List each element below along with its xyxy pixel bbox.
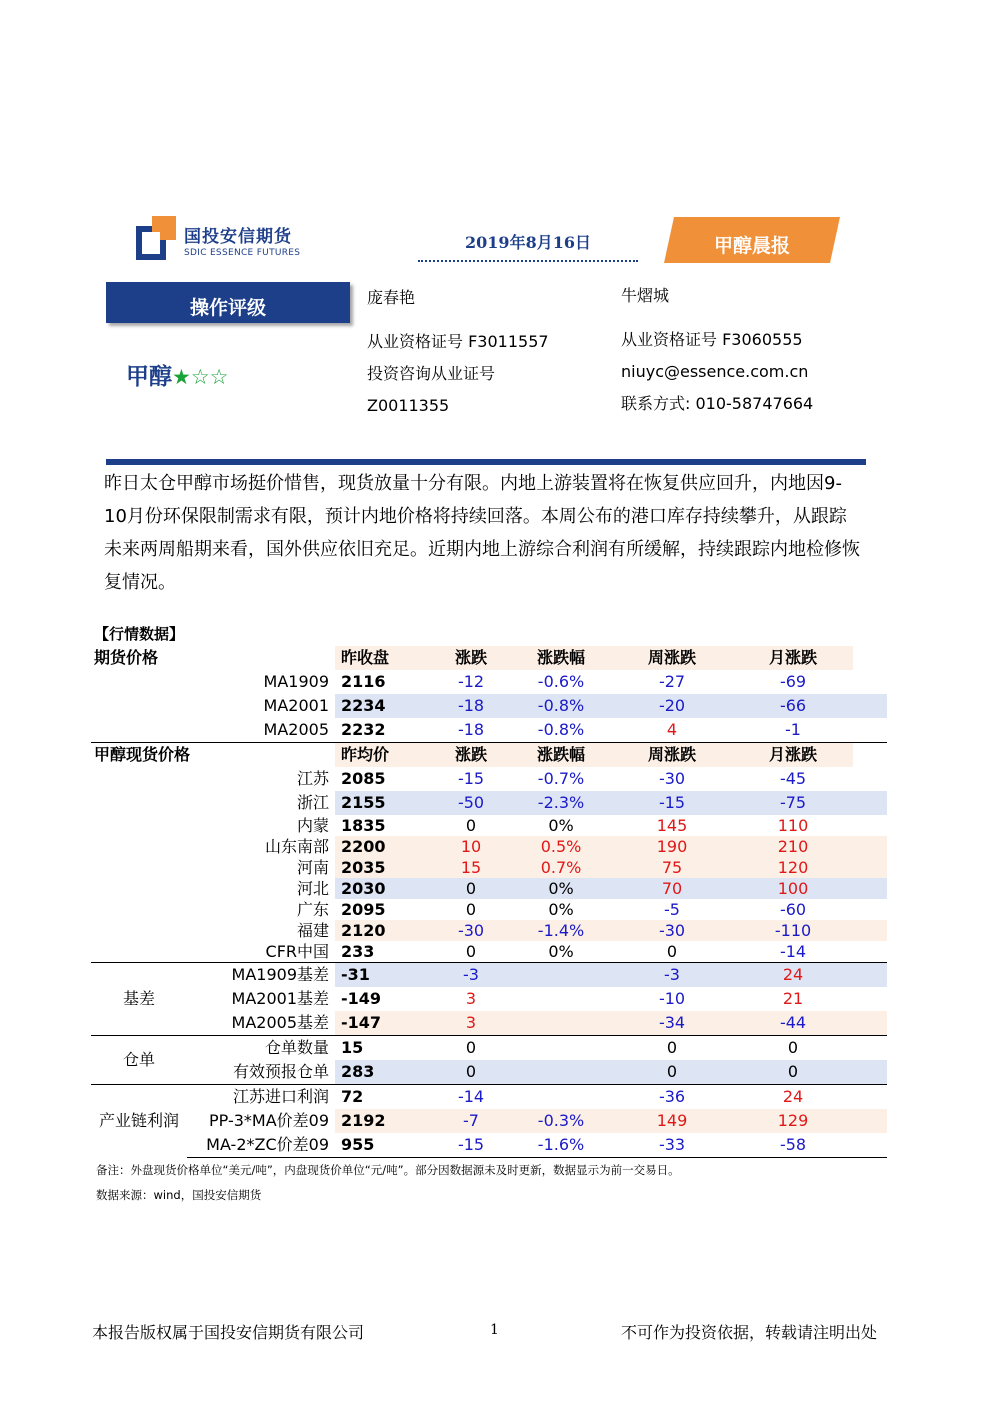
row-pad [853, 767, 887, 791]
value-month-change: 100 [733, 878, 853, 899]
row-indent [91, 694, 187, 718]
row-pad [853, 878, 887, 899]
value-close: 2192 [335, 1109, 431, 1133]
row-label: 有效预报仓单 [233, 1062, 330, 1081]
logo-mark-icon [136, 216, 176, 262]
row-label: 福建 [297, 921, 330, 940]
table-row [91, 836, 887, 857]
value-change-pct: 0% [511, 878, 611, 899]
table-row [91, 920, 887, 941]
table-row [91, 670, 887, 694]
value-change: 3 [465, 989, 477, 1008]
row-label: CFR中国 [265, 942, 330, 961]
value-change: 10 [431, 836, 511, 857]
value-month-change: -66 [733, 694, 853, 718]
row-pad [853, 815, 887, 836]
analyst-email[interactable]: niuyc@essence.com.cn [621, 362, 809, 381]
value-change-pct [511, 963, 611, 988]
row-label: MA2001 [263, 696, 330, 715]
value-week-change: -30 [611, 920, 733, 941]
row-pad [853, 920, 887, 941]
value-close: 2030 [335, 878, 431, 899]
value-change: 0 [465, 816, 477, 835]
table-row [91, 1060, 887, 1085]
row-pad [853, 857, 887, 878]
value-close: 283 [335, 1060, 431, 1085]
value-close: 2085 [341, 769, 386, 788]
value-change-pct: -0.8% [511, 694, 611, 718]
value-change-pct: -1.6% [511, 1133, 611, 1158]
market-summary: 昨日太仓甲醇市场挺价惜售，现货放量十分有限。内地上游装置将在恢复供应回升，内地因9-10月份环保限制需求有限，预计内地价格将持续回落。本周公布的港口库存持续攀升，从跟踪未来两周船期来看，国外供应依旧充足。近期内地上游综合利润有所缓解，持续跟踪内地检修恢复情况。 [104, 473, 860, 593]
row-pad [853, 1060, 887, 1085]
row-indent [91, 857, 187, 878]
value-week-change: 190 [611, 836, 733, 857]
value-change: -18 [431, 694, 511, 718]
value-month-change: -75 [733, 791, 853, 815]
value-close: 2200 [335, 836, 431, 857]
page-number: 1 [490, 1322, 499, 1338]
value-week-change: 145 [656, 816, 688, 835]
date-underline [418, 260, 638, 262]
value-month-change: 24 [733, 1085, 853, 1110]
table-row [91, 815, 887, 836]
analyst-name: 牛熠城 [621, 286, 670, 305]
row-pad [853, 963, 887, 988]
column-header: 涨跌幅 [511, 743, 611, 768]
table-row [91, 1133, 887, 1158]
value-change-pct [511, 987, 611, 1011]
row-label: 河南 [297, 858, 330, 877]
row-indent [91, 920, 187, 941]
row-pad [853, 1109, 887, 1133]
value-week-change: -15 [611, 791, 733, 815]
row-label: 河北 [297, 879, 330, 898]
value-week-change: -33 [611, 1133, 733, 1158]
column-header: 昨收盘 [335, 646, 431, 670]
value-change: 0 [465, 900, 477, 919]
footer-disclaimer: 不可作为投资依据，转载请注明出处 [621, 1323, 878, 1342]
row-indent [91, 791, 187, 815]
value-month-change: 129 [733, 1109, 853, 1133]
row-indent [91, 670, 187, 694]
value-close: 2035 [335, 857, 431, 878]
value-change-pct: -1.4% [511, 920, 611, 941]
value-change-pct: 0% [548, 942, 574, 961]
value-change-pct: 0.7% [511, 857, 611, 878]
column-header: 周涨跌 [611, 743, 733, 768]
row-pad [853, 1133, 887, 1158]
section-divider [106, 459, 866, 465]
row-pad [853, 899, 887, 920]
row-label: PP-3*MA价差09 [209, 1111, 330, 1130]
row-indent [91, 718, 187, 743]
row-pad [853, 836, 887, 857]
row-indent [91, 836, 187, 857]
row-label: 山东南部 [265, 837, 330, 856]
row-pad [853, 694, 887, 718]
row-label: MA1909 [263, 672, 330, 691]
table-row [91, 694, 887, 718]
row-label: MA1909基差 [187, 963, 335, 988]
value-week-change: -20 [611, 694, 733, 718]
analyst-license: 从业资格证号 F3011557 [367, 332, 549, 351]
value-change-pct: -0.3% [511, 1109, 611, 1133]
row-pad [853, 1036, 887, 1061]
value-close: 1835 [341, 816, 386, 835]
value-month-change: 21 [782, 989, 804, 1008]
row-label: 浙江 [297, 793, 330, 812]
value-close: 2120 [335, 920, 431, 941]
value-change: 0 [465, 942, 477, 961]
value-close: 2234 [335, 694, 431, 718]
value-change-pct: 0% [548, 816, 574, 835]
table-row [91, 1085, 887, 1110]
value-month-change: -14 [779, 942, 807, 961]
value-month-change: 210 [733, 836, 853, 857]
section-title: 期货价格 [91, 646, 335, 670]
value-close: -147 [335, 1011, 431, 1036]
value-close: 15 [335, 1036, 431, 1061]
analyst-2 [621, 280, 813, 420]
value-month-change: -58 [733, 1133, 853, 1158]
value-month-change: 0 [733, 1036, 853, 1061]
value-month-change: -1 [785, 720, 801, 739]
value-close: 72 [335, 1085, 431, 1110]
row-label: MA-2*ZC价差09 [187, 1133, 335, 1158]
value-month-change: -69 [779, 672, 807, 691]
table-row [91, 878, 887, 899]
column-header: 周涨跌 [611, 646, 733, 670]
column-header: 涨跌幅 [511, 646, 611, 670]
analyst-name: 庞春艳 [367, 288, 416, 307]
company-logo [136, 216, 306, 266]
value-change-pct: 0.5% [511, 836, 611, 857]
value-week-change: -30 [658, 769, 686, 788]
table-title: 【行情数据】 [94, 625, 185, 643]
table-row [91, 857, 887, 878]
value-week-change: 0 [611, 1036, 733, 1061]
table-row [91, 963, 887, 988]
table-row [91, 718, 887, 743]
row-label: 江苏 [297, 769, 330, 788]
value-change-pct [511, 1085, 611, 1110]
column-header: 涨跌 [431, 646, 511, 670]
value-month-change: -110 [733, 920, 853, 941]
report-tag [664, 217, 840, 263]
value-change: -3 [431, 963, 511, 988]
report-date: 2019年8月16日 [465, 233, 591, 252]
value-change: -30 [431, 920, 511, 941]
rating-stars: ★☆☆ [172, 365, 229, 389]
rating-title: 操作评级 [106, 282, 350, 323]
value-month-change: 24 [733, 963, 853, 988]
header-pad [853, 743, 887, 768]
table-row [91, 767, 887, 791]
value-change-pct: 0% [548, 900, 574, 919]
row-label: MA2001基差 [231, 989, 330, 1008]
market-data-table [91, 646, 887, 1158]
value-change: -15 [457, 769, 485, 788]
row-pad [853, 718, 887, 743]
row-indent [91, 767, 187, 791]
value-month-change: -60 [779, 900, 807, 919]
value-month-change: 0 [733, 1060, 853, 1085]
table-row [91, 987, 887, 1011]
value-change: -7 [431, 1109, 511, 1133]
table-note: 备注：外盘现货价格单位“美元/吨”，内盘现货价单位“元/吨”。部分因数据源未及时更新，数据显示为前一交易日。 [96, 1163, 680, 1177]
column-header: 昨均价 [335, 743, 431, 768]
table-header-row [91, 743, 887, 768]
analyst-consult-number: Z0011355 [367, 396, 450, 415]
row-indent [91, 941, 187, 963]
value-change-pct [511, 1036, 611, 1061]
row-pad [853, 941, 887, 963]
logo-cn-text: 国投安信期货 [184, 227, 292, 247]
column-header: 月涨跌 [733, 743, 853, 768]
value-close: -31 [335, 963, 431, 988]
value-month-change: -44 [733, 1011, 853, 1036]
value-week-change: -34 [611, 1011, 733, 1036]
value-change: 0 [431, 878, 511, 899]
row-indent [91, 878, 187, 899]
value-week-change: -27 [658, 672, 686, 691]
value-change-pct [511, 1011, 611, 1036]
value-week-change: 0 [666, 942, 678, 961]
analyst-consult-label: 投资咨询从业证号 [367, 364, 496, 383]
value-week-change: -5 [664, 900, 680, 919]
row-pad [853, 791, 887, 815]
row-label: 内蒙 [297, 816, 330, 835]
row-group-label: 仓单 [91, 1036, 187, 1085]
value-change-pct [511, 1060, 611, 1085]
value-close: 2155 [335, 791, 431, 815]
value-change-pct: -0.6% [537, 672, 585, 691]
analyst-phone: 联系方式: 010-58747664 [621, 394, 814, 413]
row-label: 江苏进口利润 [187, 1085, 335, 1110]
value-change-pct: -0.7% [537, 769, 585, 788]
value-close: 2232 [341, 720, 386, 739]
analyst-1 [367, 282, 549, 422]
value-change: 0 [431, 1036, 511, 1061]
value-change-pct: -2.3% [511, 791, 611, 815]
table-row [91, 1011, 887, 1036]
analyst-license: 从业资格证号 F3060555 [621, 330, 803, 349]
value-change: -50 [431, 791, 511, 815]
table-row [91, 941, 887, 963]
logo-en-text: SDIC ESSENCE FUTURES [184, 248, 301, 258]
value-month-change: 120 [733, 857, 853, 878]
value-week-change: 4 [666, 720, 678, 739]
row-group-label: 基差 [91, 963, 187, 1036]
table-row [91, 1036, 887, 1061]
value-week-change: 70 [611, 878, 733, 899]
table-row [91, 1109, 887, 1133]
value-close: 955 [335, 1133, 431, 1158]
row-label: MA2005 [263, 720, 330, 739]
value-change: -15 [431, 1133, 511, 1158]
row-pad [853, 670, 887, 694]
column-header: 月涨跌 [733, 646, 853, 670]
value-change-pct: -0.8% [537, 720, 585, 739]
value-close: 2095 [341, 900, 386, 919]
value-change: -12 [457, 672, 485, 691]
value-close: -149 [341, 989, 382, 1008]
row-indent [91, 815, 187, 836]
report-tag-label: 甲醇晨报 [713, 235, 790, 257]
value-week-change: -3 [611, 963, 733, 988]
value-week-change: -36 [611, 1085, 733, 1110]
value-change: 3 [431, 1011, 511, 1036]
row-label: 仓单数量 [187, 1036, 335, 1061]
data-source: 数据来源：wind，国投安信期货 [96, 1188, 262, 1202]
row-pad [853, 987, 887, 1011]
row-group-label: 产业链利润 [91, 1085, 187, 1158]
value-month-change: 110 [777, 816, 809, 835]
table-row [91, 899, 887, 920]
product-name: 甲醇 [126, 364, 172, 390]
value-close: 233 [341, 942, 375, 961]
value-change: -14 [431, 1085, 511, 1110]
value-change: 0 [431, 1060, 511, 1085]
row-label: 广东 [297, 900, 330, 919]
footer-copyright: 本报告版权属于国投安信期货有限公司 [92, 1323, 365, 1342]
row-indent [91, 899, 187, 920]
value-week-change: 75 [611, 857, 733, 878]
row-label: MA2005基差 [231, 1013, 330, 1032]
table-header-row [91, 646, 887, 670]
value-change: -18 [457, 720, 485, 739]
section-title: 甲醇现货价格 [91, 743, 335, 768]
value-change: 15 [431, 857, 511, 878]
product-rating [126, 358, 228, 391]
column-header: 涨跌 [431, 743, 511, 768]
row-pad [853, 1011, 887, 1036]
value-week-change: 0 [611, 1060, 733, 1085]
header-pad [853, 646, 887, 670]
row-pad [853, 1085, 887, 1110]
value-week-change: 149 [611, 1109, 733, 1133]
value-week-change: -10 [658, 989, 686, 1008]
table-row [91, 791, 887, 815]
value-close: 2116 [341, 672, 386, 691]
value-month-change: -45 [779, 769, 807, 788]
